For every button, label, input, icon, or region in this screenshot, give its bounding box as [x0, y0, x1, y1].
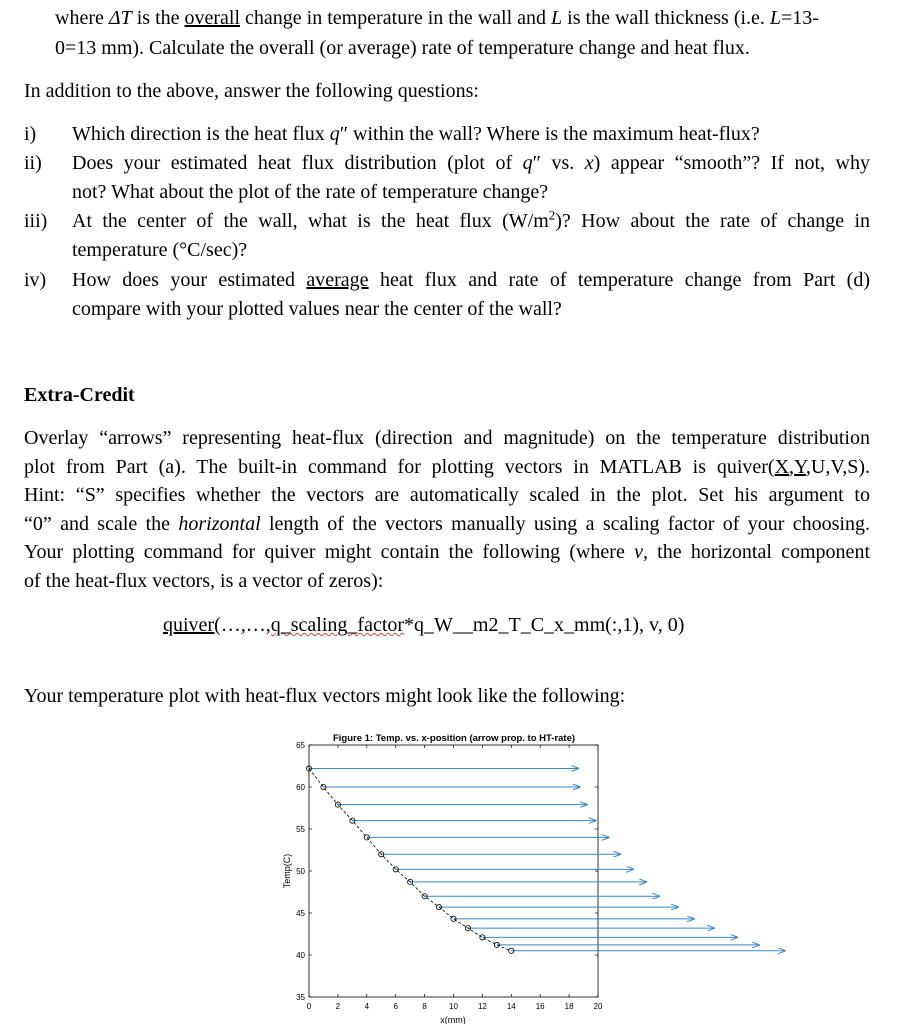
question-text: temperature (°C/sec)? [72, 239, 248, 261]
paragraph-line: plot from Part (a). The built-in command for plotting vectors in MATLAB is quiver(X,Y,U,V,S). [24, 456, 870, 478]
x-tick-label: 4 [364, 1002, 370, 1011]
x-axis-label: x(mm) [440, 1015, 466, 1024]
question-label: iii) [24, 210, 48, 232]
x-tick-label: 6 [393, 1002, 398, 1011]
extra-credit-heading: Extra-Credit [24, 384, 135, 406]
question-label: iv) [24, 269, 47, 291]
question-label: ii) [24, 152, 42, 174]
plot-area [309, 745, 598, 997]
y-tick-label: 65 [296, 741, 305, 750]
x-tick-label: 18 [564, 1002, 574, 1011]
question-text: Which direction is the heat flux q″ within the wall? Where is the maximum heat-flux? [72, 123, 760, 145]
y-tick-label: 60 [296, 783, 305, 792]
delta-t-symbol: ΔT [108, 7, 132, 29]
x-tick-label: 0 [306, 1002, 312, 1011]
x-tick-label: 20 [593, 1002, 603, 1011]
y-axis-label: Temp(C) [282, 853, 292, 889]
y-tick-label: 35 [296, 993, 305, 1002]
y-tick-label: 40 [296, 951, 305, 960]
y-tick-label: 55 [296, 825, 305, 834]
y-tick-label: 50 [296, 867, 305, 876]
x-tick-label: 12 [477, 1002, 487, 1011]
paragraph-line: Your plotting command for quiver might contain the following (where v, the horizontal component [24, 541, 870, 563]
x-tick-label: 14 [506, 1002, 516, 1011]
question-text: Does your estimated heat flux distribution (plot of q″ vs. x) appear “smooth”? If not, why [72, 152, 870, 174]
temperature-quiver-chart [0, 724, 910, 1024]
intro-line-2: 0=13 mm). Calculate the overall (or average) rate of temperature change and heat flux. [55, 37, 750, 59]
paragraph-line: Overlay “arrows” representing heat-flux (direction and magnitude) on the temperature distribution [24, 427, 870, 449]
questions-intro: In addition to the above, answer the following questions: [24, 80, 479, 102]
y-tick-label: 45 [296, 909, 305, 918]
x-tick-label: 2 [335, 1002, 341, 1011]
paragraph-line: Hint: “S” specifies whether the vectors are automatically scaled in the plot. Set his argument to [24, 484, 870, 506]
question-text: How does your estimated average heat flux and rate of temperature change from Part (d) [72, 269, 870, 291]
quiver-code-line: quiver(…,…,q_scaling_factor*q_W__m2_T_C_x_mm(:,1), v, 0) [163, 614, 685, 636]
paragraph-line: “0” and scale the horizontal length of the vectors manually using a scaling factor of your choosing. [24, 513, 870, 535]
question-text: not? What about the plot of the rate of temperature change? [72, 181, 549, 203]
paragraph-line: of the heat-flux vectors, is a vector of zeros): [24, 570, 384, 592]
chart-title: Figure 1: Temp. vs. x-position (arrow prop. to HT-rate) [332, 733, 576, 744]
question-label: i) [24, 123, 37, 145]
x-tick-label: 16 [535, 1002, 545, 1011]
x-tick-label: 8 [422, 1002, 427, 1011]
x-tick-label: 10 [449, 1002, 458, 1011]
intro-line-1: where ΔT is the overall change in temperature in the wall and L is the wall thickness (i.e. L=13- [55, 7, 819, 29]
plot-intro: Your temperature plot with heat-flux vectors might look like the following: [24, 685, 626, 707]
question-text: At the center of the wall, what is the heat flux $(W/m^2)$? How about the rate of change in [72, 207, 870, 232]
overall-underlined: overall [184, 7, 241, 29]
question-text: compare with your plotted values near the center of the wall? [72, 298, 562, 320]
